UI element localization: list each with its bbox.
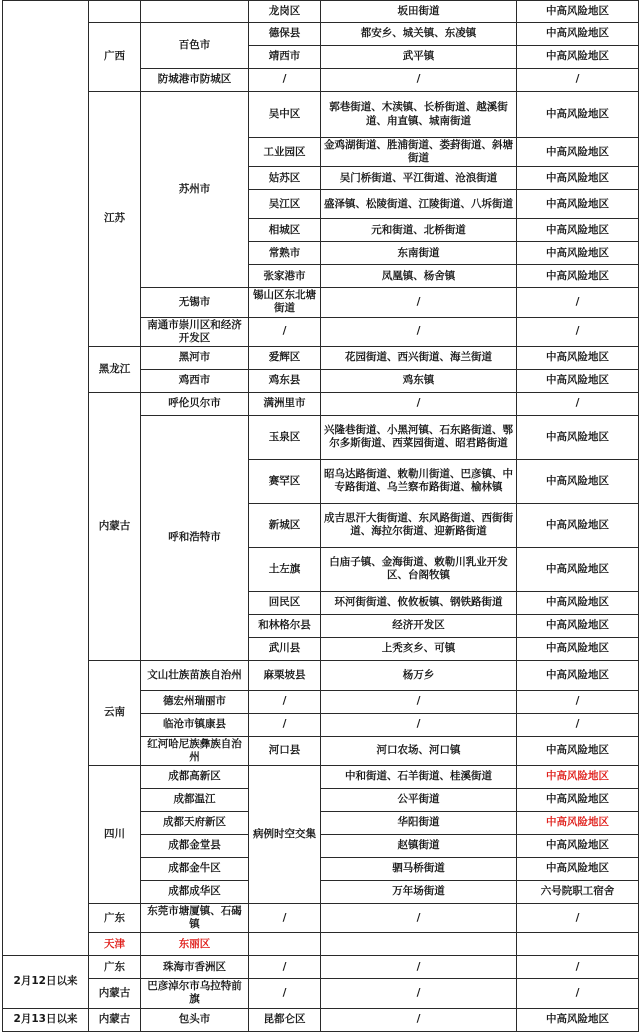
table-cell: 回民区 xyxy=(249,591,321,614)
table-cell: 黑龙江 xyxy=(89,346,141,392)
table-cell: 防城港市防城区 xyxy=(141,69,249,92)
table-cell: 珠海市香洲区 xyxy=(141,956,249,979)
table-cell: / xyxy=(249,713,321,736)
table-cell: 成都高新区 xyxy=(141,766,249,789)
table-cell: 内蒙古 xyxy=(89,979,141,1008)
table-cell: 德保县 xyxy=(249,23,321,46)
table-cell: 无锡市 xyxy=(141,288,249,317)
table-cell: 天津 xyxy=(89,933,141,956)
table-cell: 赵镇街道 xyxy=(321,835,517,858)
table-row xyxy=(3,92,639,138)
table-cell: 和林格尔县 xyxy=(249,614,321,637)
table-cell: 锡山区东北塘街道 xyxy=(249,288,321,317)
table-cell: 土左旗 xyxy=(249,547,321,591)
table-cell: 凤凰镇、杨舍镇 xyxy=(321,265,517,288)
table-row xyxy=(3,392,639,415)
table-cell: 河口县 xyxy=(249,736,321,765)
table-cell: 姑苏区 xyxy=(249,167,321,190)
table-cell: 鸡西市 xyxy=(141,369,249,392)
table-cell: 四川 xyxy=(89,766,141,904)
table-cell: 上秃亥乡、可镇 xyxy=(321,637,517,660)
table-cell: 中高风险地区 xyxy=(517,369,639,392)
table-cell: 中高风险地区 xyxy=(517,614,639,637)
table-cell: / xyxy=(321,690,517,713)
table-cell: 鸡东县 xyxy=(249,369,321,392)
table-cell: 中高风险地区 xyxy=(517,1008,639,1031)
table-cell: 云南 xyxy=(89,660,141,765)
table-cell: 相城区 xyxy=(249,219,321,242)
table-row xyxy=(3,979,639,1008)
table-cell: 东丽区 xyxy=(141,933,249,956)
table-cell: 万年场街道 xyxy=(321,881,517,904)
table-cell: 杨万乡 xyxy=(321,660,517,690)
table-cell: 武平镇 xyxy=(321,46,517,69)
table-cell: 病例时空交集 xyxy=(249,766,321,904)
table-cell: 南通市崇川区和经济开发区 xyxy=(141,317,249,346)
table-cell: 内蒙古 xyxy=(89,1008,141,1031)
table-cell: 德宏州瑞丽市 xyxy=(141,690,249,713)
table-cell: 中高风险地区 xyxy=(517,242,639,265)
table-cell: 成都天府新区 xyxy=(141,812,249,835)
table-cell: / xyxy=(321,904,517,933)
table-cell: 常熟市 xyxy=(249,242,321,265)
table-cell: 工业园区 xyxy=(249,138,321,167)
table-row xyxy=(3,23,639,46)
table-cell: 六号院职工宿舍 xyxy=(517,881,639,904)
table-cell: 2月13日以来 xyxy=(3,1008,89,1031)
table-cell: / xyxy=(249,317,321,346)
table-cell: 中高风险地区 xyxy=(517,346,639,369)
table-cell: 中高风险地区 xyxy=(517,637,639,660)
table-row xyxy=(3,346,639,369)
table-cell: / xyxy=(517,288,639,317)
table-cell: 临沧市镇康县 xyxy=(141,713,249,736)
table-cell: / xyxy=(249,979,321,1008)
table-cell: 中高风险地区 xyxy=(517,46,639,69)
table-cell: / xyxy=(517,69,639,92)
table-cell: 中高风险地区 xyxy=(517,92,639,138)
table-cell: 黑河市 xyxy=(141,346,249,369)
table-cell: / xyxy=(321,956,517,979)
table-cell: 花园街道、西兴街道、海兰街道 xyxy=(321,346,517,369)
table-cell: 玉泉区 xyxy=(249,415,321,459)
table-cell: / xyxy=(517,317,639,346)
table-cell: 苏州市 xyxy=(141,92,249,288)
table-row xyxy=(3,1,639,23)
table-cell: 巴彦淖尔市乌拉特前旗 xyxy=(141,979,249,1008)
table-cell: 中高风险地区 xyxy=(517,858,639,881)
table-cell: 东莞市塘厦镇、石碣镇 xyxy=(141,904,249,933)
table-row xyxy=(3,660,639,690)
table-cell: 红河哈尼族彝族自治州 xyxy=(141,736,249,765)
table-cell: 中高风险地区 xyxy=(517,1,639,23)
table-cell: / xyxy=(249,956,321,979)
table-cell: 昆都仑区 xyxy=(249,1008,321,1031)
table-cell: / xyxy=(321,69,517,92)
table-cell: / xyxy=(321,1008,517,1031)
table-cell: 麻栗坡县 xyxy=(249,660,321,690)
table-cell: 中高风险地区 xyxy=(517,503,639,547)
table-cell: 昭乌达路街道、敕勒川街道、巴彦镇、中专路街道、乌兰察布路街道、榆林镇 xyxy=(321,459,517,503)
table-cell: 金鸡湖街道、胜浦街道、娄葑街道、斜塘街道 xyxy=(321,138,517,167)
table-cell: 吴门桥街道、平江街道、沧浪街道 xyxy=(321,167,517,190)
table-cell: 东南街道 xyxy=(321,242,517,265)
table-cell: 鸡东镇 xyxy=(321,369,517,392)
table-cell: 龙岗区 xyxy=(249,1,321,23)
table-cell: 中高风险地区 xyxy=(517,766,639,789)
table-cell: 广东 xyxy=(89,956,141,979)
table-cell: 都安乡、城关镇、东凌镇 xyxy=(321,23,517,46)
table-row xyxy=(3,904,639,933)
table-cell: / xyxy=(249,904,321,933)
table-cell: 文山壮族苗族自治州 xyxy=(141,660,249,690)
table-cell: 成都金堂县 xyxy=(141,835,249,858)
table-cell: 中高风险地区 xyxy=(517,812,639,835)
table-cell: 中高风险地区 xyxy=(517,591,639,614)
table-cell: 呼伦贝尔市 xyxy=(141,392,249,415)
table-cell: 郭巷街道、木渎镇、长桥街道、越溪街道、甪直镇、城南街道 xyxy=(321,92,517,138)
table-cell: / xyxy=(249,690,321,713)
table-cell: 兴隆巷街道、小黑河镇、石东路街道、鄂尔多斯街道、西菜园街道、昭君路街道 xyxy=(321,415,517,459)
table-cell: 盛泽镇、松陵街道、江陵街道、八坼街道 xyxy=(321,190,517,219)
table-cell xyxy=(141,1,249,23)
table-cell: / xyxy=(321,979,517,1008)
table-cell xyxy=(3,1,89,956)
table-cell: 江苏 xyxy=(89,92,141,347)
table-cell: 中高风险地区 xyxy=(517,138,639,167)
table-cell: 中高风险地区 xyxy=(517,547,639,591)
table-cell: / xyxy=(321,288,517,317)
table-cell xyxy=(517,933,639,956)
table-cell: 驷马桥街道 xyxy=(321,858,517,881)
table-cell: 中高风险地区 xyxy=(517,835,639,858)
table-cell: 成都成华区 xyxy=(141,881,249,904)
table-cell: 中高风险地区 xyxy=(517,660,639,690)
table-cell: 坂田街道 xyxy=(321,1,517,23)
table-cell: / xyxy=(517,979,639,1008)
table-cell: 呼和浩特市 xyxy=(141,415,249,660)
table-cell: 中高风险地区 xyxy=(517,167,639,190)
table-cell: 中高风险地区 xyxy=(517,415,639,459)
table-row xyxy=(3,956,639,979)
table-cell: 河口农场、河口镇 xyxy=(321,736,517,765)
table-cell: 中高风险地区 xyxy=(517,736,639,765)
table-row xyxy=(3,766,639,789)
table-cell: / xyxy=(321,317,517,346)
table-cell: / xyxy=(517,392,639,415)
table-cell: 新城区 xyxy=(249,503,321,547)
table-cell: 环河街街道、攸攸板镇、钢铁路街道 xyxy=(321,591,517,614)
table-cell: 中高风险地区 xyxy=(517,459,639,503)
table-cell: 中高风险地区 xyxy=(517,190,639,219)
table-cell: 公平街道 xyxy=(321,789,517,812)
table-cell: 满洲里市 xyxy=(249,392,321,415)
table-cell: / xyxy=(321,392,517,415)
table-cell: 中高风险地区 xyxy=(517,789,639,812)
table-cell: / xyxy=(249,69,321,92)
table-cell: 中高风险地区 xyxy=(517,219,639,242)
table-cell xyxy=(249,933,321,956)
table-cell: 内蒙古 xyxy=(89,392,141,660)
table-cell: 靖西市 xyxy=(249,46,321,69)
table-cell: 吴中区 xyxy=(249,92,321,138)
table-cell: 武川县 xyxy=(249,637,321,660)
table-cell: 2月12日以来 xyxy=(3,956,89,1008)
table-cell: / xyxy=(517,713,639,736)
table-row xyxy=(3,933,639,956)
table-cell: / xyxy=(517,904,639,933)
table-cell xyxy=(321,933,517,956)
risk-area-table xyxy=(2,0,639,1032)
table-cell: 张家港市 xyxy=(249,265,321,288)
table-cell xyxy=(89,1,141,23)
table-cell: 经济开发区 xyxy=(321,614,517,637)
table-row xyxy=(3,1008,639,1031)
table-cell: 赛罕区 xyxy=(249,459,321,503)
table-cell: 成都金牛区 xyxy=(141,858,249,881)
table-cell: 吴江区 xyxy=(249,190,321,219)
table-cell: 包头市 xyxy=(141,1008,249,1031)
table-cell: 白庙子镇、金海街道、敕勒川乳业开发区、台阁牧镇 xyxy=(321,547,517,591)
table-cell: 华阳街道 xyxy=(321,812,517,835)
table-cell: / xyxy=(517,690,639,713)
table-cell: / xyxy=(321,713,517,736)
table-cell: 中高风险地区 xyxy=(517,265,639,288)
table-cell: 广东 xyxy=(89,904,141,933)
table-cell: 成吉思汗大街街道、东风路街道、西街街道、海拉尔街道、迎新路街道 xyxy=(321,503,517,547)
table-cell: 中高风险地区 xyxy=(517,23,639,46)
table-cell: 爱辉区 xyxy=(249,346,321,369)
table-cell: 成都温江 xyxy=(141,789,249,812)
table-cell: / xyxy=(517,956,639,979)
table-cell: 百色市 xyxy=(141,23,249,69)
table-cell: 中和街道、石羊街道、桂溪街道 xyxy=(321,766,517,789)
table-cell: 广西 xyxy=(89,23,141,92)
table-cell: 元和街道、北桥街道 xyxy=(321,219,517,242)
